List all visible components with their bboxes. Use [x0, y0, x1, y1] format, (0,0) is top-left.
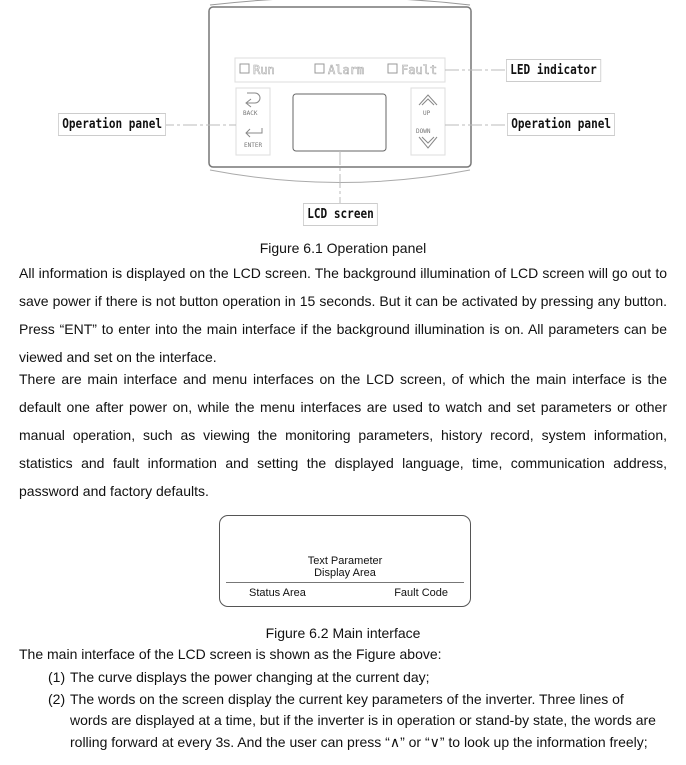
- callout-lcd-screen: LCD screen: [303, 203, 378, 226]
- callout-led-indicator: LED indicator: [506, 59, 601, 82]
- list-item: [48, 667, 658, 689]
- list-item: [48, 689, 658, 754]
- numbered-list: [48, 667, 658, 753]
- figure-caption: Figure 6.2 Main interface: [265, 625, 421, 641]
- enter-button[interactable]: ENTER: [244, 142, 263, 149]
- body-text: [19, 259, 667, 505]
- list-text: The curve displays the power changing at the current day;: [70, 669, 430, 685]
- intro-text: The main interface of the LCD screen is shown as the Figure above:: [19, 646, 442, 662]
- figure-caption: Figure 6.1 Operation panel: [259, 240, 427, 256]
- paragraph: All information is displayed on the LCD screen. The background illumination of LCD screen will go out to save power if there is not button operation in 15 seconds. But it can be activated by pressing any button. Press “ENT” to enter into the main interface if the background illumination is on. All parameters can be viewed and set on the interface.: [19, 265, 667, 365]
- led-fault: Fault: [401, 63, 438, 77]
- up-button[interactable]: UP: [423, 110, 431, 117]
- paragraph: There are main interface and menu interfaces on the LCD screen, of which the main interface is the default one after power on, while the menu interfaces are used to watch and set parameters or other manual operation, such as viewing the monitoring parameters, history record, system information, statistics and fault information and setting the displayed language, time, communication address, password and factory defaults.: [19, 371, 667, 499]
- divider: [226, 582, 464, 583]
- list-text: The words on the screen display the current key parameters of the inverter. Three lines of words are displayed at a time, but if the inverter is in operation or stand-by state, the words are rolling forward at every 3s. And the user can press “∧” or “∨” to look up the information freely;: [70, 690, 656, 750]
- main-interface-diagram: [219, 515, 471, 607]
- lcd-screen: [293, 94, 386, 151]
- display-area-label: Text Parameter: [307, 555, 383, 567]
- fault-code-label: Fault Code: [394, 587, 448, 599]
- list-number: (2): [48, 690, 66, 707]
- list-number: (1): [48, 669, 66, 685]
- back-button[interactable]: BACK: [243, 110, 258, 117]
- led-run: Run: [253, 63, 275, 77]
- led-alarm: Alarm: [328, 63, 365, 77]
- callout-operation-panel-right: Operation panel: [507, 113, 615, 136]
- display-area-label: Display Area: [314, 567, 376, 579]
- callout-operation-panel-left: Operation panel: [58, 113, 166, 136]
- status-area-label: Status Area: [249, 587, 306, 599]
- down-button[interactable]: DOWN: [416, 128, 431, 135]
